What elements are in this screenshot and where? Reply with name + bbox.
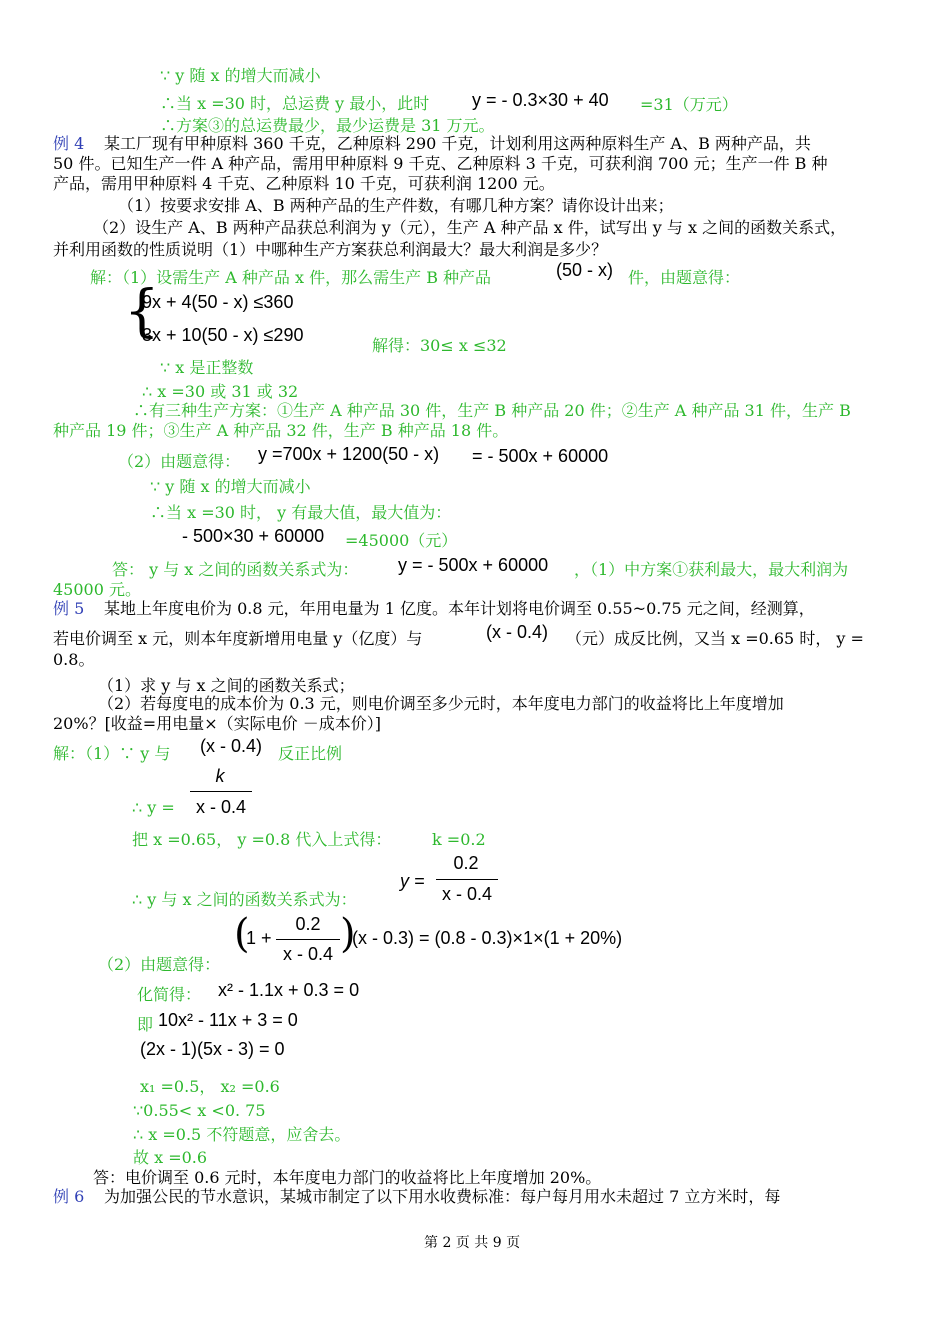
solution-line: （2）由题意得： [98, 955, 221, 974]
solution-line: ∴ x =30 或 31 或 32 [142, 382, 299, 401]
math-expression: y = - 0.3×30 + 40 [472, 90, 609, 110]
example-label: 例 6 [53, 1187, 85, 1206]
inequality-2: 3x + 10(50 - x) ≤290 [142, 325, 304, 345]
question-1: （1）求 y 与 x 之间的函数关系式； [98, 676, 355, 695]
question-2: （2）若每度电的成本价为 0.3 元，则电价调至多少元时，本年度电力部门的收益将比上年度增加 [98, 694, 784, 713]
fraction-bar [276, 939, 340, 940]
solution-line: ∴有三种生产方案：①生产 A 种产品 30 件，生产 B 种产品 20 件；②生产 A 种产品 31 件，生产 B [133, 401, 851, 420]
text-line: ∵ y 随 x 的增大而减小 [160, 66, 321, 85]
text-line: 为加强公民的节水意识，某城市制定了以下用水收费标准：每户每月用水未超过 7 立方米时，每 [104, 1187, 781, 1206]
fraction-bar [436, 879, 498, 880]
answer-line: ，（1）中方案①获利最大，最大利润为 [574, 560, 849, 579]
math-expression: (50 - x) [556, 260, 614, 280]
solution-line: （2）由题意得： [118, 452, 241, 471]
answer-line: 答： y 与 x 之间的函数关系式为： [112, 560, 359, 579]
solution-line: 把 x =0.65， y =0.8 代入上式得： [132, 830, 392, 849]
fraction-denominator: x - 0.4 [441, 884, 493, 904]
text-line: ∴当 x =30 时，总运费 y 最小，此时 [160, 94, 430, 113]
text-line: 某工厂现有甲种原料 360 千克，乙种原料 290 千克，计划利用这两种原料生产 A、B 两种产品，共 [104, 134, 811, 153]
solution-line: ∵0.55< x <0. 75 [133, 1101, 266, 1120]
solution-line: 解：（1）∵ y 与 [53, 744, 171, 763]
fraction-denominator: x - 0.4 [282, 944, 334, 964]
fraction-numerator: k [215, 766, 225, 786]
fraction-numerator: 0.2 [295, 914, 321, 934]
text-line: （元）成反比例，又当 x =0.65 时， y = [566, 629, 864, 648]
solution-line: =45000（元） [345, 531, 458, 550]
fraction-denominator: x - 0.4 [195, 797, 247, 817]
question-2: （2）设生产 A、B 两种产品获总利润为 y（元），生产 A 种产品 x 件，试写出 y 与 x 之间的函数关系式， [93, 218, 847, 237]
page-footer: 第 2 页 共 9 页 [424, 1235, 521, 1251]
example-label: 例 4 [53, 134, 85, 153]
solution-line: ∴当 x =30 时， y 有最大值，最大值为： [150, 503, 452, 522]
solution-line: 反正比例 [278, 744, 343, 763]
solution-line: ∴ x =0.5 不符题意，应舍去。 [133, 1125, 351, 1144]
solution-line: ∴ y 与 x 之间的函数关系式为： [132, 890, 357, 909]
text-line: ∴方案③的总运费最少，最少运费是 31 万元。 [160, 116, 495, 135]
math-expression: (x - 0.3) = (0.8 - 0.3)×1×(1 + 20%) [352, 928, 623, 948]
text-line: 若电价调至 x 元，则本年度新增用电量 y（亿度）与 [53, 629, 423, 648]
text-line: 20%？[收益=用电量×（实际电价 －成本价）] [53, 714, 381, 733]
solution-line: ∵ y 随 x 的增大而减小 [150, 477, 311, 496]
example-label: 例 5 [53, 599, 85, 618]
question-1: （1）按要求安排 A、B 两种产品的生产件数，有哪几种方案？请你设计出来； [118, 196, 674, 215]
answer-line: 答：电价调至 0.6 元时，本年度电力部门的收益将比上年度增加 20%。 [93, 1168, 602, 1187]
math-expression: y = - 500x + 60000 [398, 555, 549, 575]
fraction-bar [190, 791, 252, 792]
solution-line: k =0.2 [432, 830, 486, 849]
paren-close: ) [340, 911, 356, 957]
math-expression: (x - 0.4) [200, 736, 263, 756]
math-expression: (x - 0.4) [486, 622, 549, 642]
solution-line: 解得：30≤ x ≤32 [372, 336, 507, 355]
solution-line: 件，由题意得： [628, 268, 741, 287]
text-line: 0.8。 [53, 650, 95, 669]
answer-line: 45000 元。 [53, 580, 141, 599]
text-line: 50 件。已知生产一件 A 种产品，需用甲种原料 9 千克、乙种原料 3 千克，可获利润 700 元；生产一件 B 种 [53, 154, 828, 173]
text-line: 并利用函数的性质说明（1）中哪种生产方案获总利润最大？最大利润是多少？ [53, 240, 608, 259]
math-expression: - 500×30 + 60000 [182, 526, 325, 546]
text-line: =31（万元） [640, 95, 738, 114]
math-expression: = - 500x + 60000 [472, 446, 609, 466]
solution-line: 即 [137, 1015, 154, 1034]
solution-line: ∵ x 是正整数 [160, 358, 254, 377]
system-brace: { [124, 279, 160, 344]
math-expression: x² - 1.1x + 0.3 = 0 [218, 980, 360, 1000]
math-expression: y = [400, 871, 425, 891]
solution-line: 化简得： [137, 985, 202, 1004]
solution-line: x₁ =0.5， x₂ =0.6 [140, 1077, 280, 1096]
solution-line: ∴ y = [132, 798, 175, 817]
math-expression: 10x² - 11x + 3 = 0 [158, 1010, 298, 1030]
solution-line: 故 x =0.6 [133, 1148, 208, 1167]
solution-line: 种产品 19 件；③生产 A 种产品 32 件，生产 B 种产品 18 件。 [53, 421, 509, 440]
math-expression: 1 + [246, 928, 272, 948]
math-expression: (2x - 1)(5x - 3) = 0 [140, 1039, 285, 1059]
text-line: 产品，需用甲种原料 4 千克、乙种原料 10 千克，可获利润 1200 元。 [53, 174, 555, 193]
inequality-1: 9x + 4(50 - x) ≤360 [142, 292, 294, 312]
solution-line: 解：（1）设需生产 A 种产品 x 件，那么需生产 B 种产品 [90, 268, 492, 287]
math-expression: y =700x + 1200(50 - x) [258, 444, 440, 464]
fraction-numerator: 0.2 [453, 853, 479, 873]
text-line: 某地上年度电价为 0.8 元，年用电量为 1 亿度。本年计划将电价调至 0.55~0.75 元之间，经测算， [104, 599, 815, 618]
paren-open: ( [234, 911, 250, 957]
